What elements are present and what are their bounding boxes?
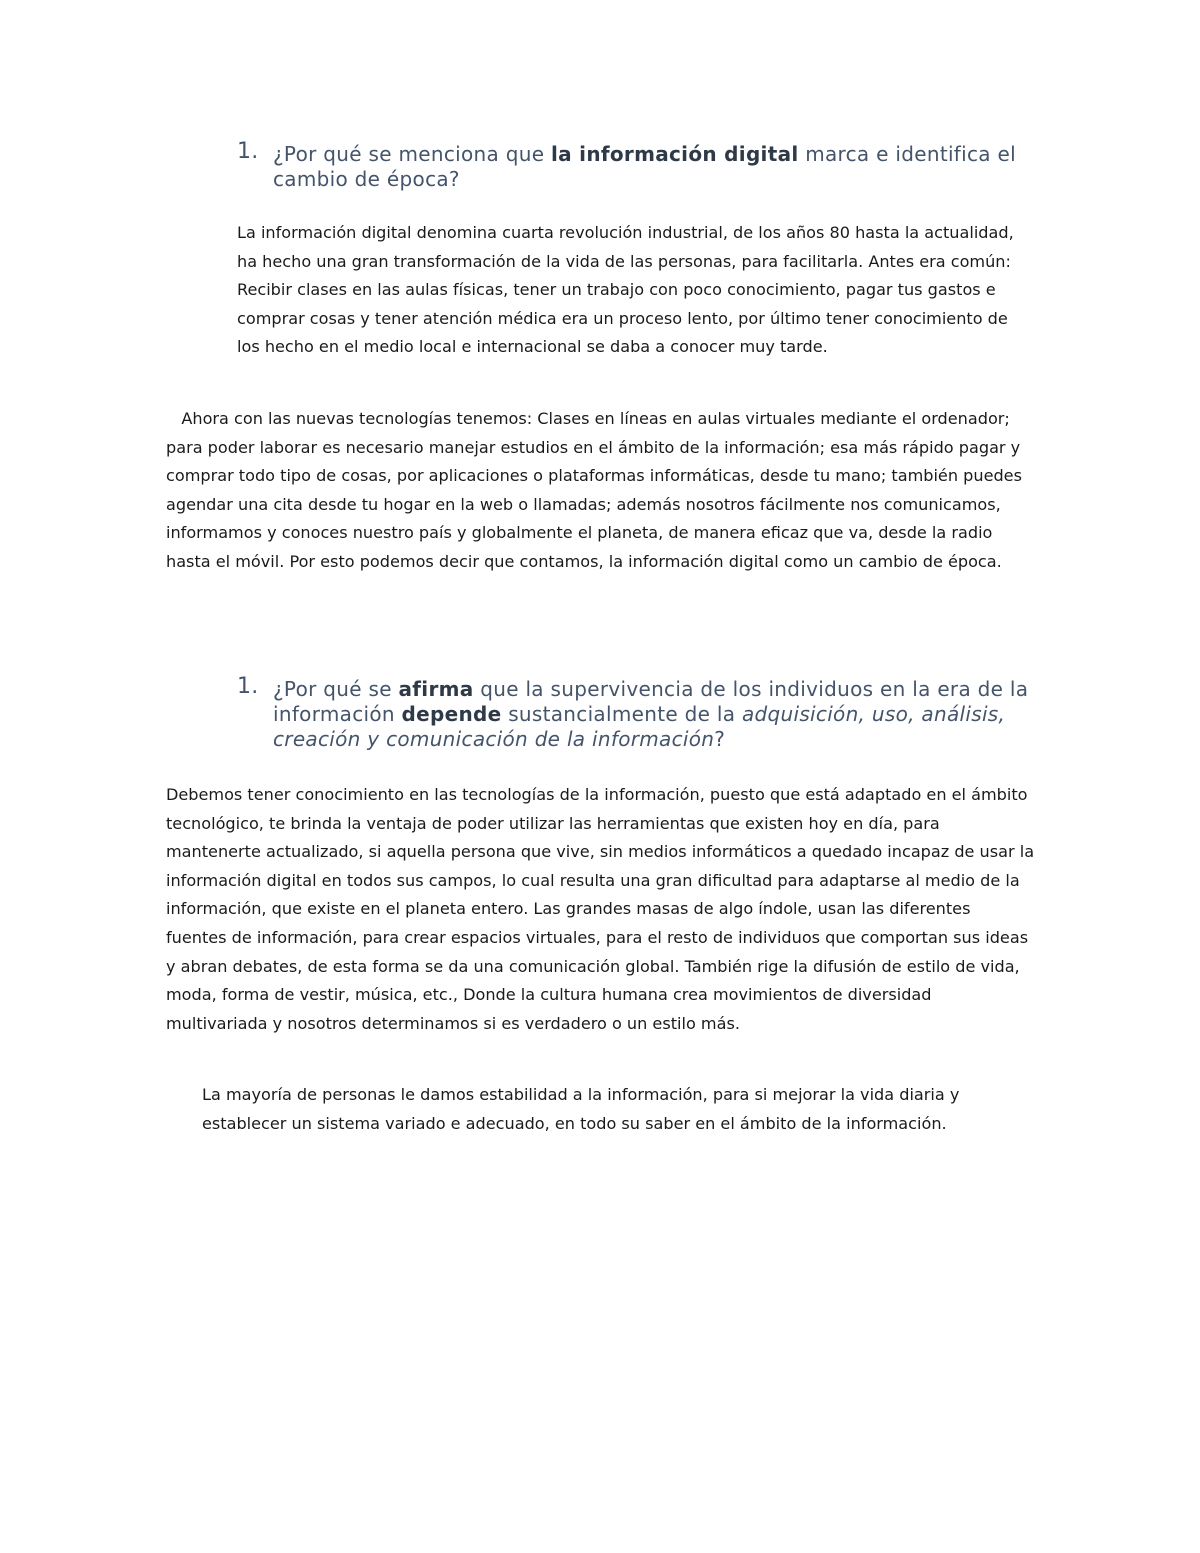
question-2-italic-phrase: adquisición, uso, análisis, creación y comunicación de la información	[273, 702, 1006, 751]
question-1-part1: ¿Por qué se menciona que	[273, 142, 551, 166]
answer-2-paragraph-1: Debemos tener conocimiento en las tecnologías de la información, puesto que está adaptado en el ámbito tecnológico, te brinda la ventaja de poder utilizar las herramientas que existen hoy en día, para mantenerte actualizado, si aquella persona que vive, sin medios informáticos a quedado incapaz de usar la información digital en todos sus campos, lo cual resulta una gran dificultad para adaptarse al medio de la información, que existe en el planeta entero. Las grandes masas de algo índole, usan las diferentes fuentes de información, para crear espacios virtuales, para el resto de individuos que comportan sus ideas y abran debates, de esta forma se da una comunicación global. También rige la difusión de estilo de vida, moda, forma de vestir, música, etc., Donde la cultura humana crea movimientos de diversidad multivariada y nosotros determinamos si es verdadero o un estilo más.	[166, 785, 1035, 1033]
question-2-bold-depende: depende	[401, 702, 502, 726]
question-2-part4: ?	[714, 727, 726, 751]
question-2-number: 1.	[237, 674, 259, 699]
question-2-heading	[237, 674, 1053, 752]
answer-2-paragraph-2: La mayoría de personas le damos estabilidad a la información, para si mejorar la vida diaria y establecer un sistema variado e adecuado, en todo su saber en el ámbito de la información.	[202, 1085, 960, 1133]
question-2-part2: que la supervivencia de los individuos en la era de la información	[273, 677, 1029, 726]
question-1-part2: marca e identifica el cambio de época?	[273, 142, 1016, 191]
answer-1-paragraph-2: Ahora con las nuevas tecnologías tenemos: Clases en líneas en aulas virtuales mediante el ordenador; para poder laborar es necesario manejar estudios en el ámbito de la información; esa más rápido pagar y comprar todo tipo de cosas, por aplicaciones o plataformas informáticas, desde tu mano; también puedes agendar una cita desde tu hogar en la web o llamadas; además nosotros fácilmente nos comunicamos, informamos y conoces nuestro país y globalmente el planeta, de manera eficaz que va, desde la radio hasta el móvil. Por esto podemos decir que contamos, la información digital como un cambio de época.	[166, 409, 1028, 571]
question-2-part1: ¿Por qué se	[273, 677, 399, 701]
question-1-bold-phrase: la información digital	[550, 142, 799, 166]
question-2-bold-afirma: afirma	[398, 677, 474, 701]
question-1-number: 1.	[237, 139, 259, 164]
question-2-part3: sustancialmente de la	[501, 702, 742, 726]
question-1-heading	[237, 139, 1053, 192]
question-2-text	[273, 677, 1053, 752]
question-1-text	[273, 142, 1053, 192]
answer-1-paragraph-1: La información digital denomina cuarta revolución industrial, de los años 80 hasta la actualidad, ha hecho una gran transformación de la vida de las personas, para facilitarla. Antes era común: Recibir clases en las aulas físicas, tener un trabajo con poco conocimiento, pagar tus gastos e comprar cosas y tener atención médica era un proceso lento, por último tener conocimiento de los hecho en el medio local e internacional se daba a conocer muy tarde.	[237, 223, 1014, 357]
